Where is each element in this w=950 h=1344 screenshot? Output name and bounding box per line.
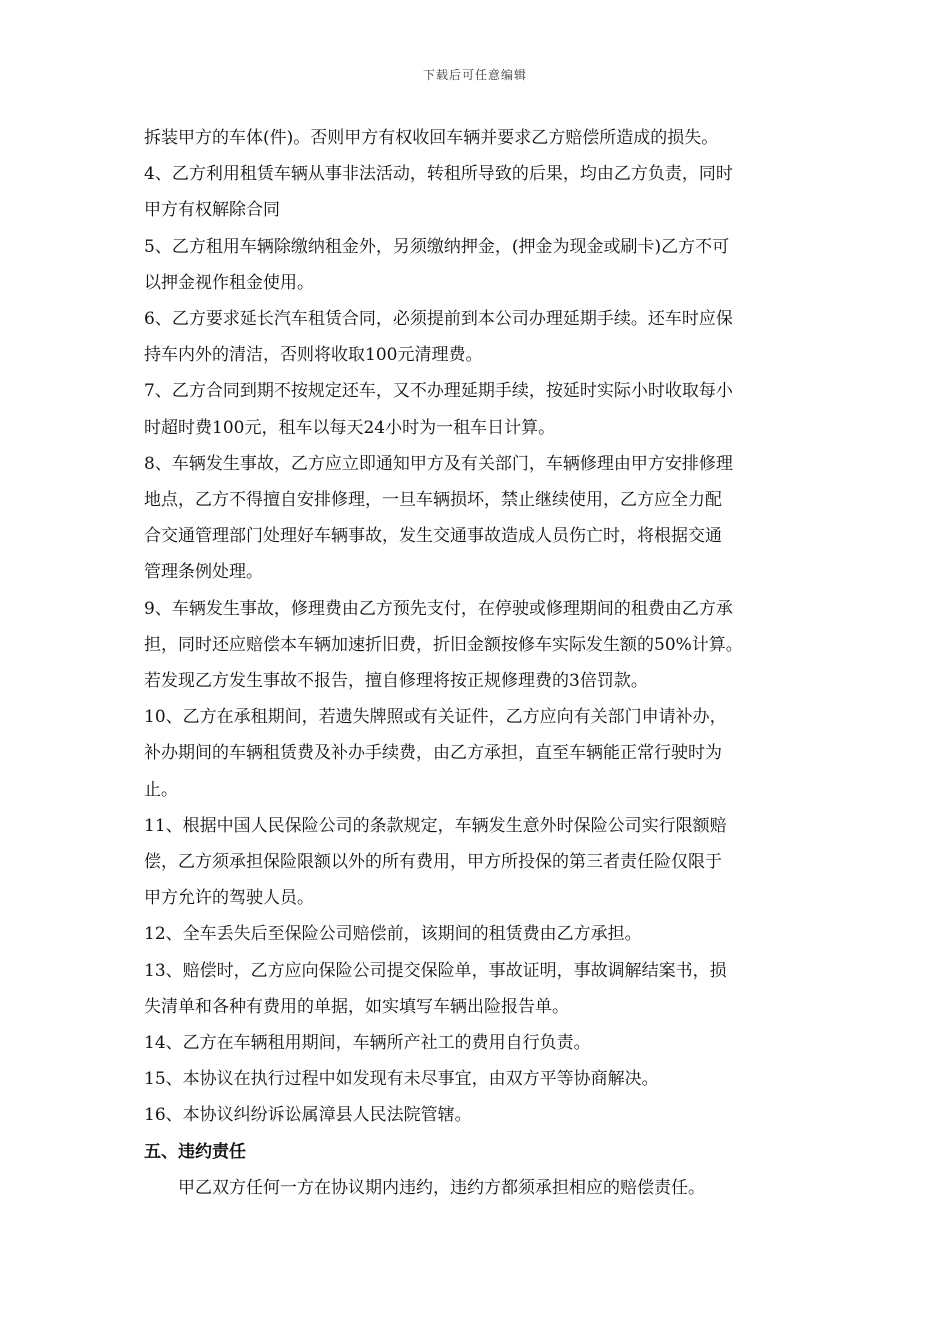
clause-10 [144,699,824,808]
clause-11 [144,808,824,917]
clause-8 [144,446,824,591]
text-line: 地点，乙方不得擅自安排修理，一旦车辆损坏，禁止继续使用，乙方应全力配 [144,490,722,511]
text-line: 若发现乙方发生事故不报告，擅自修理将按正规修理费的3倍罚款。 [144,671,648,692]
text-line: 10、乙方在承租期间，若遗失牌照或有关证件，乙方应向有关部门申请补办， [144,707,727,728]
text-line: 管理条例处理。 [144,562,263,583]
text-line: 合交通管理部门处理好车辆事故，发生交通事故造成人员伤亡时，将根据交通 [144,526,722,547]
text-line: 时超时费100元，租车以每天24小时为一租车日计算。 [144,417,556,438]
text-line: 5、乙方租用车辆除缴纳租金外，另须缴纳押金，(押金为现金或刷卡)乙方不可 [144,236,730,257]
document-body [144,120,824,1206]
clause-15 [144,1061,824,1097]
text-line: 9、车辆发生事故，修理费由乙方预先支付，在停驶或修理期间的租费由乙方承 [144,598,733,619]
text-line: 补办期间的车辆租赁费及补办手续费，由乙方承担，直至车辆能正常行驶时为 [144,743,722,764]
text-line: 以押金视作租金使用。 [144,272,314,293]
section-5-body: 甲乙双方任何一方在协议期内违约，违约方都须承担相应的赔偿责任。 [178,1177,705,1198]
text-line: 16、本协议纠纷诉讼属漳县人民法院管辖。 [144,1105,472,1126]
clause-4 [144,156,824,228]
text-line: 11、根据中国人民保险公司的条款规定，车辆发生意外时保险公司实行限额赔 [144,815,727,836]
text-line: 13、赔偿时，乙方应向保险公司提交保险单，事故证明，事故调解结案书，损 [144,960,727,981]
text-line: 4、乙方利用租赁车辆从事非法活动，转租所导致的后果，均由乙方负责，同时 [144,164,733,185]
text-line: 6、乙方要求延长汽车租赁合同，必须提前到本公司办理延期手续。还车时应保 [144,309,733,330]
text-line: 14、乙方在车辆租用期间，车辆所产社工的费用自行负责。 [144,1033,591,1054]
section-5-heading: 五、违约责任 [144,1141,246,1162]
text-line: 持车内外的清洁，否则将收取100元清理费。 [144,345,483,366]
clause-6 [144,301,824,373]
clause-9 [144,591,824,700]
clause-continuation [144,120,824,156]
clause-5 [144,229,824,301]
page-header: 下载后可任意编辑 [422,68,527,82]
text-line: 甲方允许的驾驶人员。 [144,888,314,909]
text-line: 拆装甲方的车体(件)。否则甲方有权收回车辆并要求乙方赔偿所造成的损失。 [144,128,719,148]
clause-7 [144,373,824,445]
text-line: 12、全车丢失后至保险公司赔偿前，该期间的租赁费由乙方承担。 [144,924,642,945]
text-line: 止。 [144,779,178,800]
text-line: 15、本协议在执行过程中如发现有未尽事宜，由双方平等协商解决。 [144,1069,659,1090]
clause-13 [144,953,824,1025]
text-line: 甲方有权解除合同 [144,200,280,221]
clause-16 [144,1097,824,1133]
clause-12 [144,916,824,952]
text-line: 失清单和各种有费用的单据，如实填写车辆出险报告单。 [144,996,569,1017]
text-line: 7、乙方合同到期不按规定还车，又不办理延期手续，按延时实际小时收取每小 [144,381,733,402]
clause-14 [144,1025,824,1061]
text-line: 偿，乙方须承担保险限额以外的所有费用，甲方所投保的第三者责任险仅限于 [144,852,722,873]
text-line: 8、车辆发生事故，乙方应立即通知甲方及有关部门，车辆修理由甲方安排修理 [144,453,733,474]
text-line: 担，同时还应赔偿本车辆加速折旧费，折旧金额按修车实际发生额的50%计算。 [144,634,743,655]
